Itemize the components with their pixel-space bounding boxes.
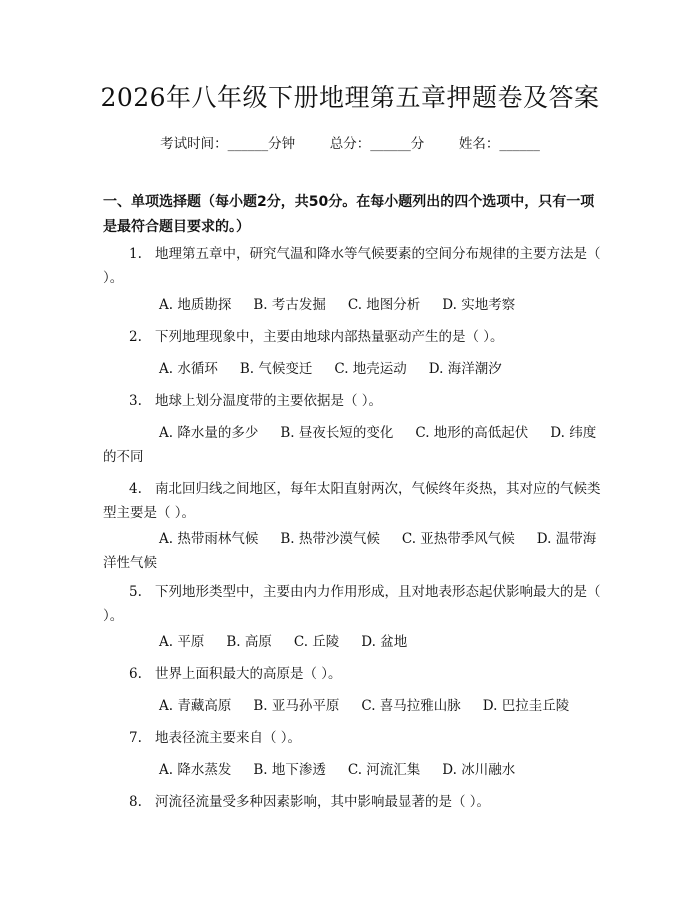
question-2 bbox=[103, 325, 603, 349]
score-label: 总分： bbox=[329, 136, 371, 152]
name-blank: ______ bbox=[499, 136, 540, 152]
question-5 bbox=[103, 580, 603, 628]
option-b: B. 热带沙漠气候 bbox=[280, 531, 380, 547]
question-number: 2. bbox=[129, 329, 142, 345]
question-4-options bbox=[103, 527, 603, 575]
option-d: D. 盆地 bbox=[361, 634, 408, 650]
question-3-options bbox=[103, 421, 603, 469]
question-number: 6. bbox=[129, 666, 142, 682]
option-c: C. 地图分析 bbox=[347, 297, 421, 313]
option-c: C. 河流汇集 bbox=[347, 762, 421, 778]
option-b: B. 气候变迁 bbox=[239, 361, 313, 377]
question-text: 河流径流量受多种因素影响，其中影响最显著的是（ ）。 bbox=[155, 794, 491, 810]
option-b: B. 考古发掘 bbox=[253, 297, 326, 313]
option-b: B. 高原 bbox=[226, 634, 272, 650]
option-a: A. 热带雨林气候 bbox=[159, 531, 259, 547]
question-number: 7. bbox=[129, 730, 142, 746]
question-3 bbox=[103, 389, 603, 413]
question-number: 3. bbox=[129, 393, 142, 409]
option-c: C. 亚热带季风气候 bbox=[401, 531, 515, 547]
option-a: A. 水循环 bbox=[159, 361, 218, 377]
option-c: C. 地壳运动 bbox=[334, 361, 407, 377]
question-6-options bbox=[103, 694, 603, 718]
score-unit: 分 bbox=[410, 136, 425, 152]
question-7-options bbox=[103, 758, 603, 782]
option-a: A. 平原 bbox=[159, 634, 205, 650]
question-2-options bbox=[103, 357, 603, 381]
time-unit: 分钟 bbox=[268, 136, 296, 152]
time-label: 考试时间： bbox=[160, 136, 228, 152]
score-blank: ______ bbox=[370, 136, 411, 152]
option-a: A. 地质勘探 bbox=[159, 297, 232, 313]
question-6 bbox=[103, 662, 603, 686]
option-d: D. 冰川融水 bbox=[442, 762, 516, 778]
question-text: 下列地理现象中，主要由地球内部热量驱动产生的是（ ）。 bbox=[155, 329, 504, 345]
page-title: 2026年八年级下册地理第五章押题卷及答案 bbox=[100, 83, 600, 112]
question-number: 1. bbox=[129, 246, 142, 262]
question-text: 南北回归线之间地区，每年太阳直射两次，气候终年炎热，其对应的气候类型主要是（ ）。 bbox=[103, 481, 601, 521]
question-1-options bbox=[103, 293, 603, 317]
question-text: 地球上划分温度带的主要依据是（ ）。 bbox=[155, 393, 383, 409]
time-blank: ______ bbox=[227, 136, 269, 152]
option-a: A. 青藏高原 bbox=[159, 698, 232, 714]
name-label: 姓名： bbox=[458, 136, 500, 152]
question-number: 4. bbox=[129, 481, 142, 497]
question-text: 下列地形类型中，主要由内力作用形成，且对地表形态起伏影响最大的是（ ）。 bbox=[103, 584, 601, 624]
question-text: 地表径流主要来自（ ）。 bbox=[155, 730, 302, 746]
question-number: 8. bbox=[129, 794, 142, 810]
option-b: B. 亚马孙平原 bbox=[253, 698, 340, 714]
option-d: D. 温带海洋性气候 bbox=[103, 531, 597, 571]
question-number: 5. bbox=[129, 584, 142, 600]
option-a: A. 降水量的多少 bbox=[159, 425, 259, 441]
question-7 bbox=[103, 726, 603, 750]
option-b: B. 地下渗透 bbox=[253, 762, 326, 778]
option-d: D. 实地考察 bbox=[442, 297, 516, 313]
question-4 bbox=[103, 477, 603, 525]
question-1 bbox=[103, 242, 603, 290]
question-text: 世界上面积最大的高原是（ ）。 bbox=[155, 666, 342, 682]
question-8 bbox=[103, 790, 603, 814]
exam-info-line bbox=[0, 132, 700, 152]
option-c: C. 地形的高低起伏 bbox=[415, 425, 529, 441]
question-5-options bbox=[103, 630, 603, 654]
section-heading: 一、单项选择题（每小题2分，共50分。在每小题列出的四个选项中，只有一项是最符合题目要求的。） bbox=[103, 194, 595, 235]
option-d: D. 纬度的不同 bbox=[103, 425, 597, 465]
option-a: A. 降水蒸发 bbox=[159, 762, 232, 778]
question-text: 地理第五章中，研究气温和降水等气候要素的空间分布规律的主要方法是（ ）。 bbox=[103, 246, 601, 286]
option-d: D. 海洋潮汐 bbox=[428, 361, 502, 377]
option-c: C. 丘陵 bbox=[293, 634, 340, 650]
option-d: D. 巴拉圭丘陵 bbox=[482, 698, 570, 714]
option-b: B. 昼夜长短的变化 bbox=[280, 425, 394, 441]
option-c: C. 喜马拉雅山脉 bbox=[361, 698, 461, 714]
